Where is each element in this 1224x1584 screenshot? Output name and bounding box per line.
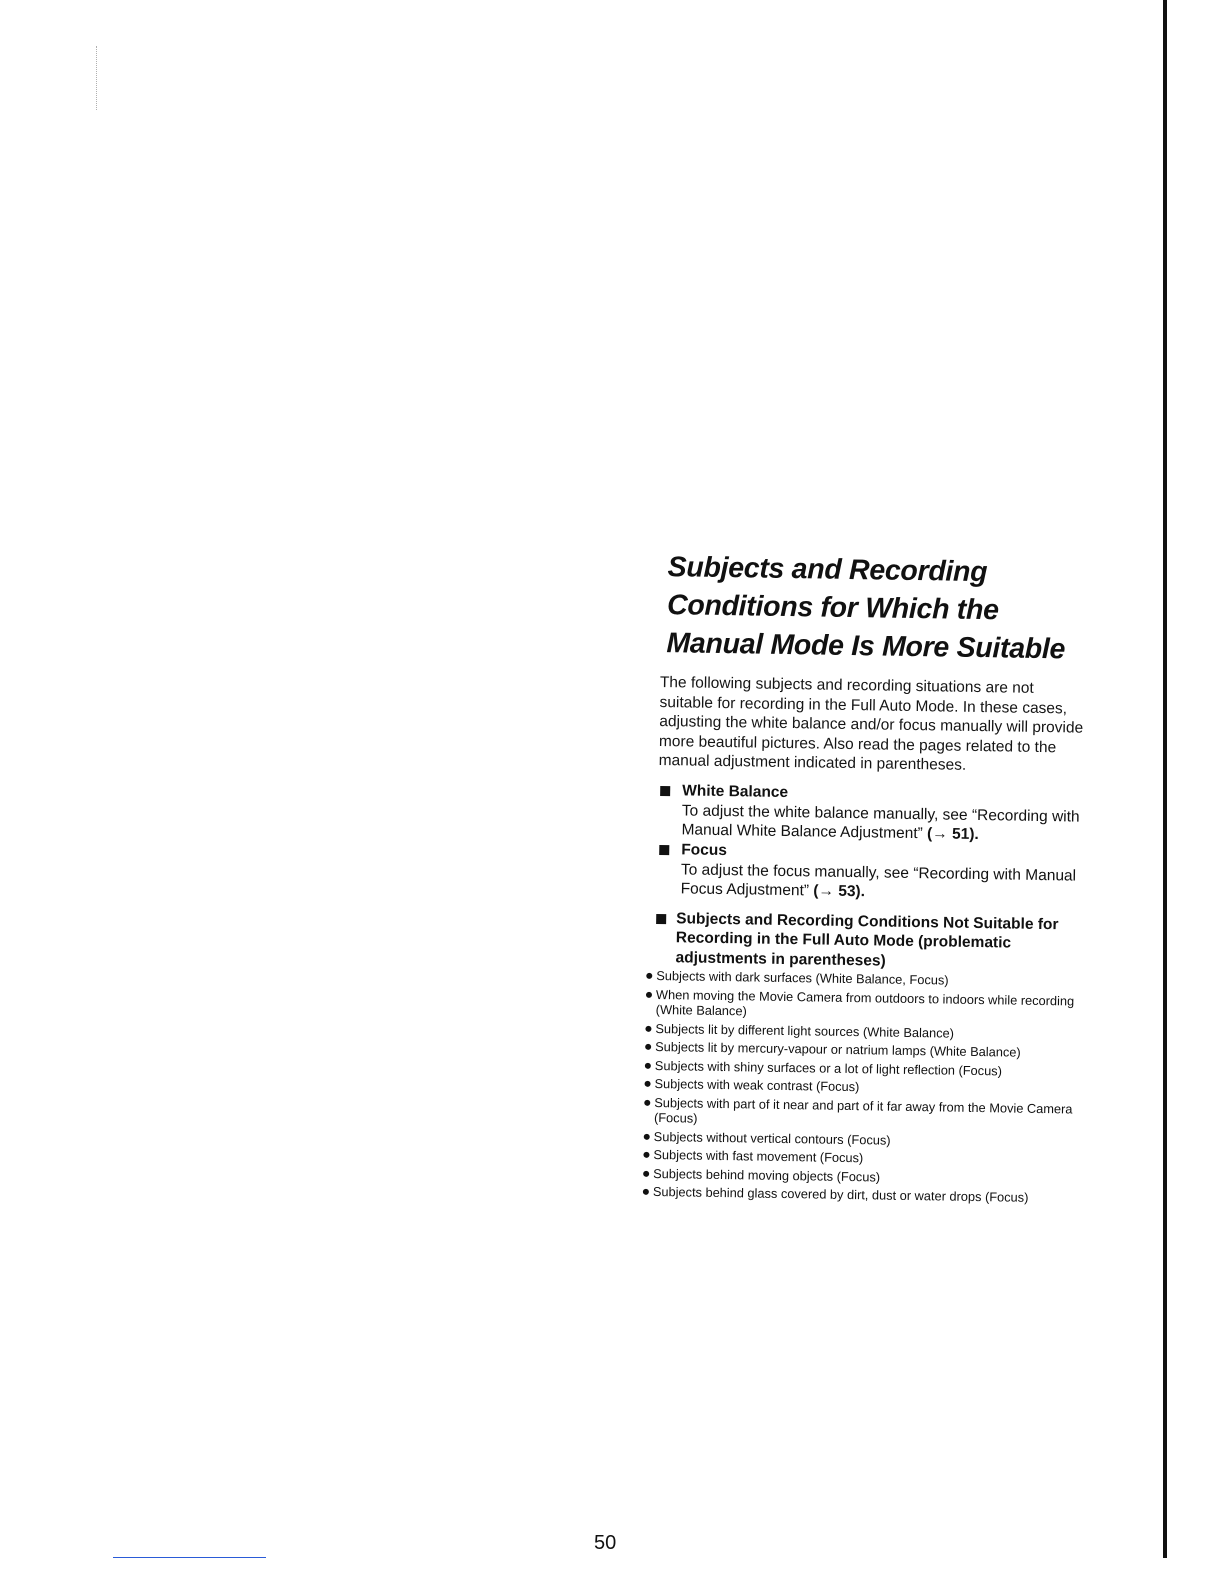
bullet-dot-icon: [645, 1025, 651, 1031]
square-bullet-icon: [659, 844, 669, 854]
not-suitable-heading: Subjects and Recording Conditions Not Suitable for Recording in the Full Auto Mode (problematic adjustments in parentheses): [675, 909, 1059, 970]
bullet-dot-icon: [645, 1081, 651, 1087]
bullet-dot-icon: [646, 973, 652, 979]
page-number: 50: [594, 1532, 617, 1554]
page-title: [666, 548, 1092, 669]
focus-section: [656, 839, 1087, 905]
list-item: Subjects with shiny surfaces or a lot of light reflection (Focus): [651, 1057, 1078, 1079]
list-item: Subjects with part of it near and part of it far away from the Movie Camera (Focus): [650, 1094, 1077, 1132]
list-item: Subjects with dark surfaces (White Balance, Focus): [652, 968, 1079, 990]
manual-page-content: [652, 548, 1092, 1209]
bullet-dot-icon: [643, 1152, 649, 1158]
bullet-dot-icon: [646, 991, 652, 997]
focus-body: [680, 860, 1087, 905]
scan-underline-mark: [113, 1557, 266, 1558]
bullet-dot-icon: [644, 1133, 650, 1139]
white-balance-section: [657, 780, 1088, 846]
list-item: Subjects with fast movement (Focus): [649, 1147, 1076, 1169]
list-item: Subjects behind moving objects (Focus): [649, 1165, 1076, 1187]
list-item: Subjects lit by mercury-vapour or natrium lamps (White Balance): [651, 1039, 1078, 1061]
white-balance-heading: White Balance: [682, 781, 789, 801]
list-item: Subjects with weak contrast (Focus): [650, 1076, 1077, 1098]
bullet-dot-icon: [643, 1189, 649, 1195]
bullet-dot-icon: [645, 1044, 651, 1050]
scan-dotted-mark: [96, 46, 99, 110]
list-item: When moving the Movie Camera from outdoors to indoors while recording (White Balance): [652, 986, 1079, 1024]
focus-page-ref: (→ 53).: [813, 882, 866, 901]
intro-paragraph: The following subjects and recording situations are not suitable for recording in the Full Auto Mode. In these cases, adjusting the white balance and/or focus manually will provide more beautiful pictures. Also read the pages related to the manual adjustment indicated in parentheses.: [658, 673, 1084, 774]
bullet-dot-icon: [644, 1099, 650, 1105]
bullet-dot-icon: [645, 1062, 651, 1068]
list-item: Subjects without vertical contours (Focus): [650, 1128, 1077, 1150]
title-line-3: Manual Mode Is More Suitable: [666, 627, 1066, 666]
square-bullet-icon: [660, 786, 670, 796]
title-line-1: Subjects and Recording: [667, 551, 988, 589]
list-item: Subjects lit by different light sources (White Balance): [651, 1020, 1078, 1042]
bullet-dot-icon: [643, 1170, 649, 1176]
title-line-2: Conditions for Which the: [666, 589, 999, 627]
white-balance-body: [681, 801, 1088, 846]
list-item: Subjects behind glass covered by dirt, dust or water drops (Focus): [649, 1184, 1076, 1206]
not-suitable-list: [652, 968, 1080, 1206]
white-balance-text: To adjust the white balance manually, see “Recording with Manual White Balance Adjustment”: [681, 801, 1080, 843]
focus-text: To adjust the focus manually, see “Recording with Manual Focus Adjustment”: [680, 860, 1077, 900]
focus-heading: Focus: [681, 840, 728, 859]
square-bullet-icon: [656, 913, 666, 923]
not-suitable-section: [655, 908, 1086, 973]
page-edge-rule: [1163, 0, 1167, 1558]
white-balance-page-ref: (→ 51).: [926, 825, 979, 844]
